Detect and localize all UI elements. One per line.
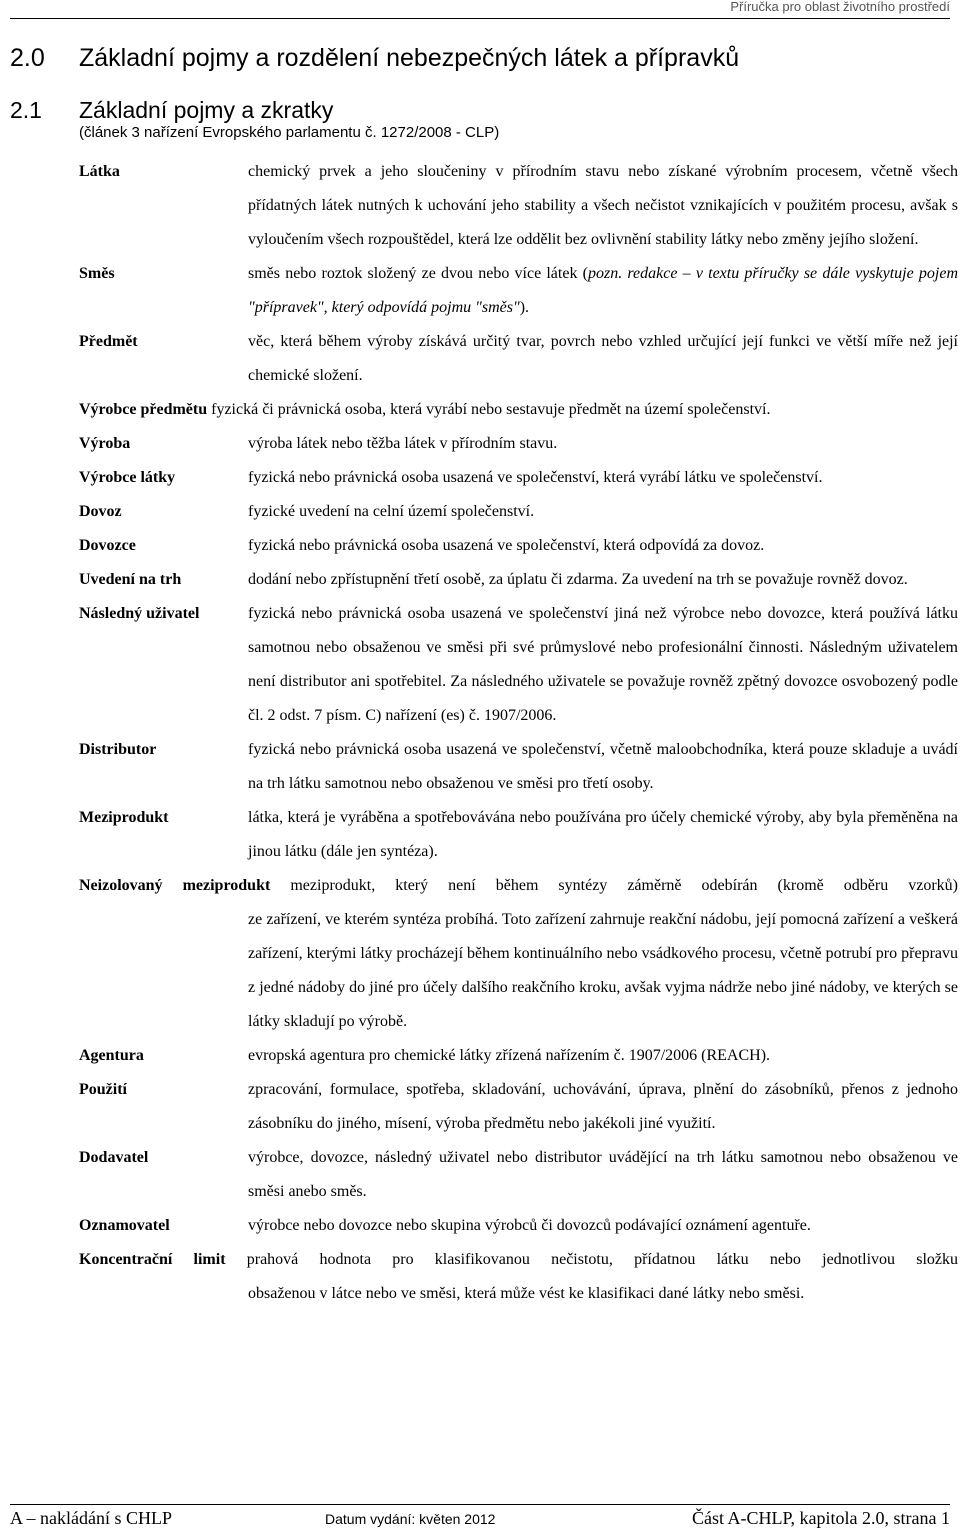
term-definition: fyzická nebo právnická osoba usazená ve společenství jiná než výrobce nebo dovozce, která používá látku samotnou nebo obsaženou ve směsi při své průmyslové nebo profesionální činnosti. Následným uživatelem není distributor ani spotřebitel. Za následného uživatele se považuje rovněž zpětný dovozce osvobozený podle čl. 2 odst. 7 písm. C) nařízení (es) č. 1907/2006. — [248, 605, 958, 724]
term-label: Výroba — [79, 435, 131, 452]
term-definition: dodání nebo zpřístupnění třetí osobě, za úplatu či zdarma. Za uvedení na trh se považuje rovněž dovoz. — [248, 571, 908, 588]
term-entry-distributor — [79, 733, 958, 801]
section-subtitle: (článek 3 nařízení Evropského parlamentu č. 1272/2008 - CLP) — [79, 124, 500, 141]
chapter-title: Základní pojmy a rozdělení nebezpečných látek a přípravků — [79, 44, 740, 72]
term-entry-latka — [79, 155, 958, 257]
term-entry-dovoz — [79, 495, 958, 529]
term-entry-dodavatel — [79, 1141, 958, 1209]
term-label: Distributor — [79, 741, 157, 758]
chapter-number: 2.0 — [10, 44, 45, 72]
term-definition: zpracování, formulace, spotřeba, skladování, uchovávání, úprava, plnění do zásobníků, přenos z jednoho zásobníku do jiného, mísení, výroba předmětu nebo jakékoli jiné využití. — [248, 1081, 958, 1132]
term-label: Dovoz — [79, 503, 122, 520]
term-entry-pouziti — [79, 1073, 958, 1141]
term-entry-predmet — [79, 325, 958, 393]
term-entry-neizolovany-meziprodukt — [79, 869, 958, 1039]
term-label: Uvedení na trh — [79, 571, 182, 588]
term-definition: výrobce, dovozce, následný uživatel nebo distributor uvádějící na trh látku samotnou nebo obsaženou ve směsi anebo směs. — [248, 1149, 958, 1200]
editorial-note: pozn. redakce – v textu příručky se dále vyskytuje pojem "přípravek", který odpovídá pojmu "směs" — [248, 265, 958, 316]
term-definition: výrobce nebo dovozce nebo skupina výrobců či dovozců podávající oznámení agentuře. — [248, 1217, 811, 1234]
term-first-line — [79, 393, 958, 427]
term-definition-end: ). — [519, 299, 530, 316]
term-entry-uvedeni-na-trh — [79, 563, 958, 597]
term-entry-smes — [79, 257, 958, 325]
term-definition: výroba látek nebo těžba látek v přírodním stavu. — [248, 435, 558, 452]
term-label: Směs — [79, 265, 115, 282]
chapter-heading — [10, 42, 950, 74]
term-label: Agentura — [79, 1047, 144, 1064]
term-definition: evropská agentura pro chemické látky zřízená nařízením č. 1907/2006 (REACH). — [248, 1047, 771, 1064]
term-definition-text: směs nebo roztok složený ze dvou nebo více látek ( — [248, 265, 588, 282]
term-label: Dodavatel — [79, 1149, 149, 1166]
term-definition — [248, 257, 958, 325]
term-entry-vyrobce-latky — [79, 461, 958, 495]
section-heading — [10, 96, 333, 124]
term-definition — [79, 1243, 959, 1311]
footer-page-ref: Část A-CHLP, kapitola 2.0, strana 1 — [692, 1508, 950, 1528]
terms-list — [79, 155, 958, 1311]
term-definition: věc, která během výroby získává určitý tvar, povrch nebo vzhled určující její funkci ve větší míře než její chemické složení. — [248, 333, 958, 384]
term-definition: fyzická nebo právnická osoba usazená ve společenství, která vyrábí látku ve společenství. — [248, 469, 823, 486]
term-label: Předmět — [79, 333, 138, 350]
term-entry-koncentracni-limit — [79, 1243, 958, 1311]
term-definition-first: meziprodukt, který není během syntézy záměrně odebírán (kromě odběru vzorků) — [290, 877, 959, 894]
term-definition: látka, která je vyráběna a spotřebovávána nebo používána pro účely chemické výroby, aby byla přeměněna na jinou látku (dále jen syntéza). — [248, 809, 958, 860]
footer-issue-date: Datum vydání: květen 2012 — [325, 1511, 496, 1527]
term-definition-first: fyzická či právnická osoba, která vyrábí nebo sestavuje předmět na území společenství. — [211, 401, 771, 418]
section-number: 2.1 — [10, 97, 42, 123]
term-definition: fyzická nebo právnická osoba usazená ve společenství, která odpovídá za dovoz. — [248, 537, 765, 554]
term-label: Výrobce látky — [79, 469, 176, 486]
footer-section: A – nakládání s CHLP — [10, 1508, 172, 1528]
term-definition-rest: ze zařízení, ve kterém syntéza probíhá. Toto zařízení zahrnuje reakční nádobu, její pomocná zařízení a veškerá zařízení, kterými látky procházejí během kontinuálního nebo vsádkového procesu, včetně potrubí pro přepravu z jedné nádoby do jiné pro účely dalšího reakčního kroku, avšak vyjma nádrže nebo jiné nádoby, ve kterých se látky skladují po výrobě. — [248, 911, 958, 1030]
term-entry-vyroba — [79, 427, 958, 461]
term-label: Neizolovaný meziprodukt — [79, 877, 271, 894]
section-title: Základní pojmy a zkratky — [79, 97, 334, 123]
term-entry-nasledny-uzivatel — [79, 597, 958, 733]
term-label: Výrobce předmětu — [79, 401, 208, 418]
term-label: Dovozce — [79, 537, 136, 554]
page-footer — [10, 1504, 950, 1532]
term-first-line — [79, 869, 958, 903]
term-definition — [79, 869, 959, 1039]
running-header — [10, 0, 950, 19]
term-label: Látka — [79, 163, 120, 180]
term-entry-meziprodukt — [79, 801, 958, 869]
term-label: Meziprodukt — [79, 809, 169, 826]
term-definition-rest: obsaženou v látce nebo ve směsi, která může vést ke klasifikaci dané látky nebo směsi. — [248, 1285, 805, 1302]
term-label: Koncentrační limit — [79, 1251, 226, 1268]
running-title: Příručka pro oblast životního prostředí — [730, 0, 950, 14]
term-entry-agentura — [79, 1039, 958, 1073]
term-label: Následný uživatel — [79, 605, 200, 622]
term-definition: fyzická nebo právnická osoba usazená ve společenství, včetně maloobchodníka, která pouze skladuje a uvádí na trh látku samotnou nebo obsaženou ve směsi pro třetí osoby. — [248, 741, 958, 792]
term-entry-dovozce — [79, 529, 958, 563]
term-label: Oznamovatel — [79, 1217, 170, 1234]
term-first-line — [79, 1243, 958, 1277]
term-definition: fyzické uvedení na celní území společenství. — [248, 503, 535, 520]
term-label: Použití — [79, 1081, 127, 1098]
term-entry-vyrobce-predmetu — [79, 393, 958, 427]
term-entry-oznamovatel — [79, 1209, 958, 1243]
term-definition: chemický prvek a jeho sloučeniny v přírodním stavu nebo získané výrobním procesem, včetně všech přídatných látek nutných k uchování jeho stability a všech nečistot vznikajících v použitém procesu, avšak s vyloučením všech rozpouštědel, která lze oddělit bez ovlivnění stability látky nebo změny jejího složení. — [248, 163, 958, 248]
term-definition — [79, 393, 958, 427]
term-definition-first: prahová hodnota pro klasifikovanou nečistotu, přídatnou látku nebo jednotlivou složku — [246, 1251, 959, 1268]
